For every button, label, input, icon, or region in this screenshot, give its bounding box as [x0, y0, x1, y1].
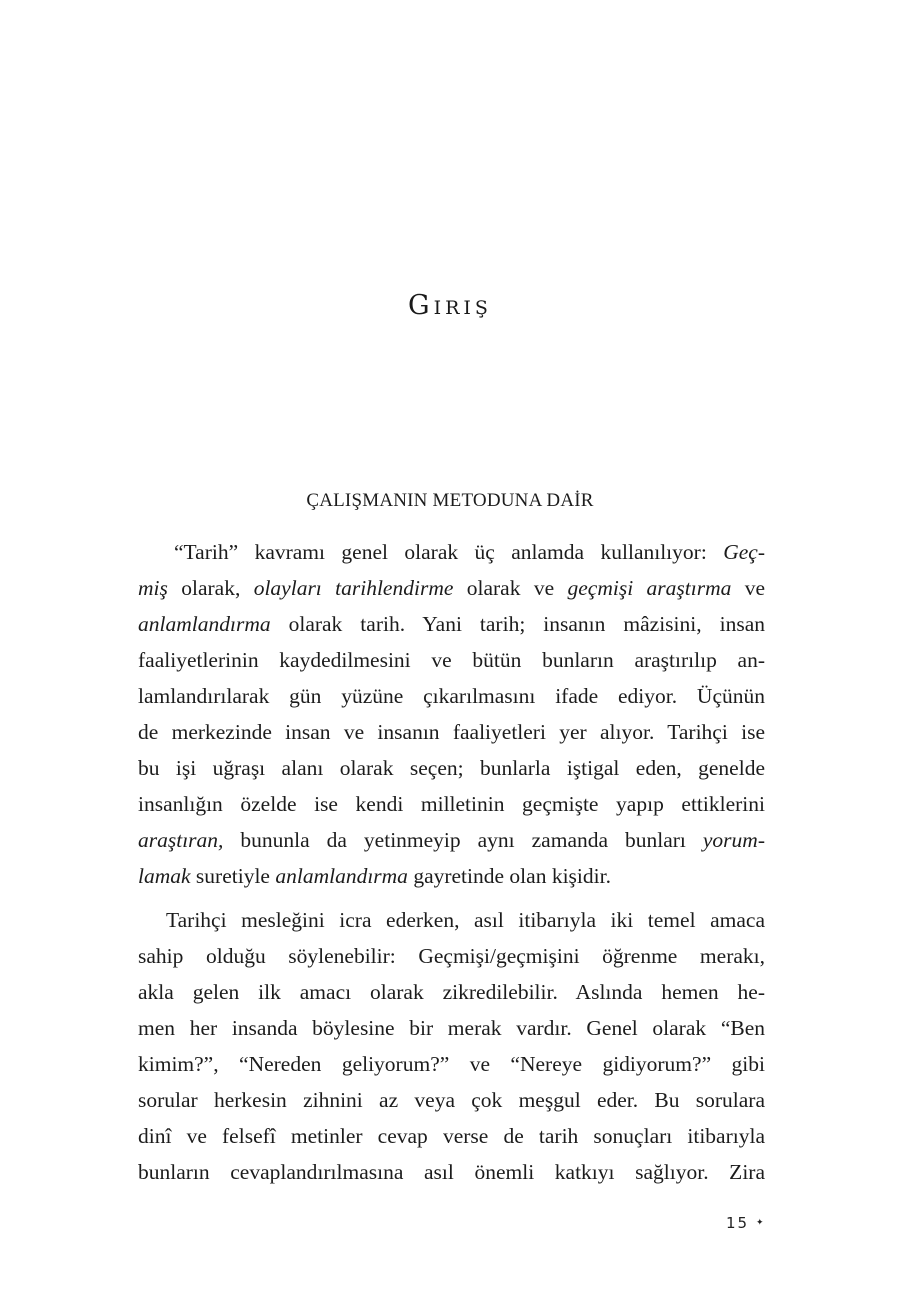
paragraph-2-line-3: akla gelen ilk amacı olarak zikredilebilir. Aslında hemen he- [138, 980, 765, 1004]
italic-run: yorum- [702, 828, 765, 852]
paragraph-2-line-6: sorular herkesin zihnini az veya çok meşgul eder. Bu sorulara [138, 1088, 765, 1112]
italic-run: Geç- [723, 540, 765, 564]
text-run: ve [731, 576, 766, 600]
italic-run: miş [138, 576, 168, 600]
paragraph-2-line-5: kimim?”, “Nereden geliyorum?” ve “Nereye gidiyorum?” gibi [138, 1052, 765, 1076]
paragraph-2-line-7: dinî ve felsefî metinler cevap verse de tarih sonuçları itibarıyla [138, 1124, 765, 1148]
star-ornament-icon: ✦ [756, 1218, 764, 1228]
text-run: suretiyle [190, 864, 276, 888]
text-run: olarak ve [453, 576, 568, 600]
paragraph-2-line-4: men her insanda böylesine bir merak vardır. Genel olarak “Ben [138, 1016, 765, 1040]
text-run: bununla da yetinmeyip aynı zamanda bunları [223, 828, 703, 852]
paragraph-1-line-8: insanlığın özelde ise kendi milletinin geçmişte yapıp ettiklerini [138, 792, 765, 816]
paragraph-1-line-1 [138, 534, 765, 570]
paragraph-1-line-9 [138, 822, 765, 858]
section-heading: ÇALIŞMANIN METODUNA DAİR [306, 490, 594, 511]
text-run: gayretinde olan kişidir. [407, 864, 611, 888]
italic-run: araştıran, [138, 828, 224, 852]
paragraph-1-line-3 [138, 606, 765, 642]
paragraph-1-line-10 [138, 858, 765, 894]
italic-run: anlamlandırma [138, 612, 271, 636]
paragraph-2-line-8: bunların cevaplandırılmasına asıl önemli katkıyı sağlıyor. Zira [138, 1160, 765, 1184]
text-run: “Tarih” kavramı genel olarak üç anlamda kullanılıyor: [174, 540, 724, 564]
body-text [138, 534, 765, 1190]
text-run: olarak, [167, 576, 254, 600]
italic-run: lamak [138, 864, 191, 888]
paragraph-2-line-2: sahip olduğu söylenebilir: Geçmişi/geçmişini öğrenme merakı, [138, 944, 765, 968]
italic-run: anlamlandırma [275, 864, 408, 888]
italic-run: geçmişi araştırma [567, 576, 732, 600]
paragraph-1-line-4: faaliyetlerinin kaydedilmesini ve bütün bunların araştırılıp an- [138, 648, 765, 672]
paragraph-2-line-1: Tarihçi mesleğini icra ederken, asıl itibarıyla iki temel amaca [166, 908, 765, 932]
paragraph-1-line-7: bu işi uğraşı alanı olarak seçen; bunlarla iştigal eden, genelde [138, 756, 765, 780]
paragraph-1-line-2 [138, 570, 765, 606]
text-run: olarak tarih. Yani tarih; insanın mâzisini, insan [270, 612, 765, 636]
paragraph-1-line-5: lamlandırılarak gün yüzüne çıkarılmasını ifade ediyor. Üçünün [138, 684, 765, 708]
page-number: 15 [726, 1214, 750, 1232]
paragraph-1-line-6: de merkezinde insan ve insanın faaliyetleri yer alıyor. Tarihçi ise [138, 720, 765, 744]
italic-run: olayları tarihlendirme [253, 576, 454, 600]
chapter-title: Giriş [408, 290, 492, 321]
